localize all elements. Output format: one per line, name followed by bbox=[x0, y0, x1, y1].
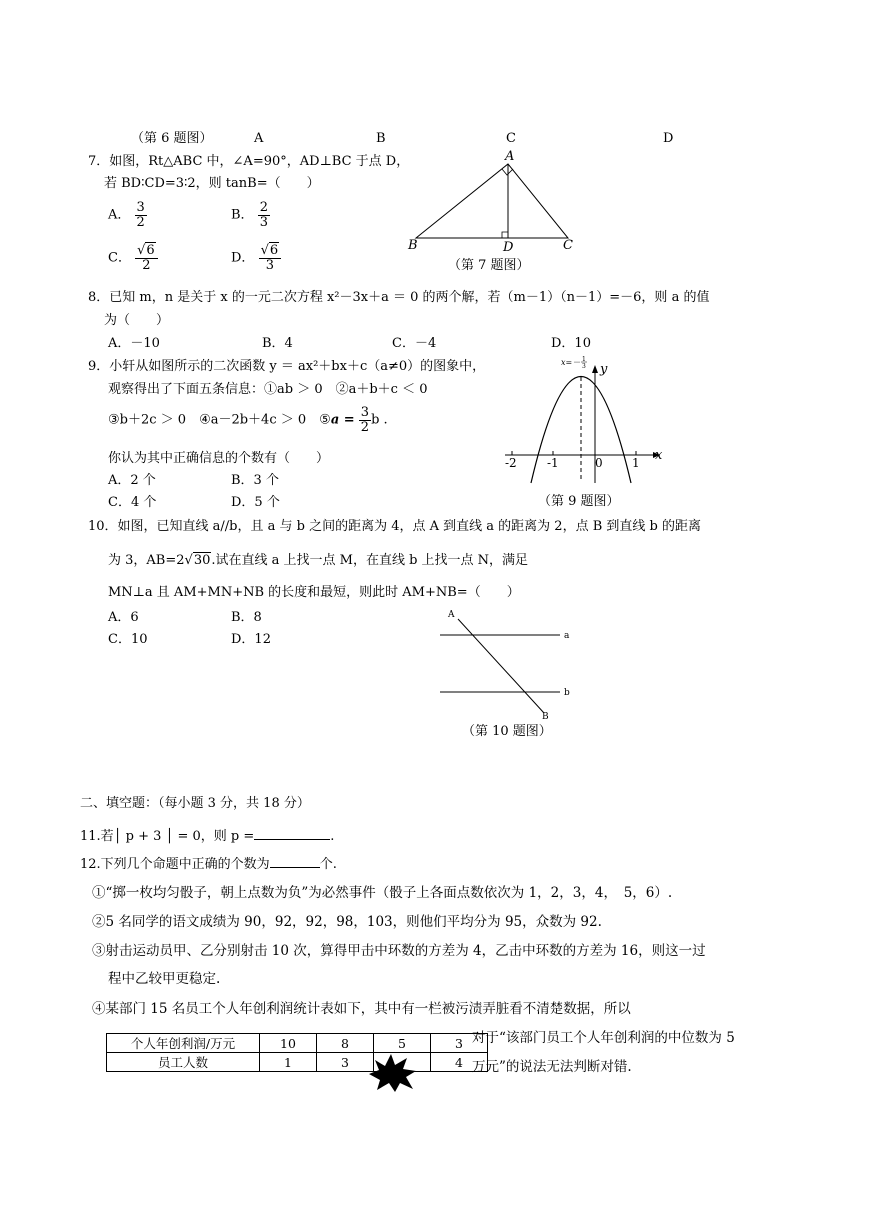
q10-label-a: a bbox=[564, 631, 570, 641]
q10-option-d: D．12 bbox=[231, 632, 271, 647]
table-cell: 4 bbox=[431, 1053, 488, 1072]
q6-label-d: D bbox=[663, 131, 674, 146]
q10-lines-figure bbox=[430, 605, 580, 723]
q6-label-a: A bbox=[254, 131, 264, 146]
q11: 11.若│ p + 3 │ = 0，则 p = . bbox=[80, 829, 335, 844]
q9-line2: 观察得出了下面五条信息：①ab ＞ 0 ②a＋b＋c ＜ 0 bbox=[108, 382, 428, 397]
q9-option-a: A．2 个 bbox=[108, 473, 156, 488]
table-cell: 1 bbox=[260, 1053, 317, 1072]
q9-axis-frac-den: 3 bbox=[582, 363, 586, 370]
q6-label-c: C bbox=[506, 131, 516, 146]
table-row bbox=[107, 1053, 488, 1072]
q12-answer-blank bbox=[270, 867, 320, 868]
q9-option-b: B．3 个 bbox=[231, 473, 279, 488]
q8-option-c: C．－4 bbox=[392, 336, 437, 351]
q12-statement-3-cont: 程中乙较甲更稳定. bbox=[108, 971, 221, 987]
q10-label-b: b bbox=[564, 688, 570, 698]
table-cell: 8 bbox=[317, 1034, 374, 1053]
q7-option-b-fraction: $\frac{2}{3}$ bbox=[259, 200, 268, 230]
q7-option-b: B． $\frac{2}{3}$ bbox=[231, 200, 268, 230]
q10-point-b: B bbox=[542, 712, 549, 722]
q12-statement-4: ④某部门 15 名员工个人年创利润统计表如下，其中有一栏被污渍弄脏看不清楚数据，所以 bbox=[92, 1001, 631, 1017]
q8-line2: 为（ ） bbox=[104, 313, 170, 328]
q10-line1: 10．如图，已知直线 a//b，且 a 与 b 之间的距离为 4，点 A 到直线 a 的距离为 2，点 B 到直线 b 的距离 bbox=[88, 519, 701, 534]
q7-triangle bbox=[416, 164, 568, 238]
q7-option-a-fraction: $\frac{3}{2}$ bbox=[136, 200, 145, 230]
q8-line1: 8．已知 m，n 是关于 x 的一元二次方程 x²－3x＋a ＝ 0 的两个解，若（m－1）（n－1）=－6，则 a 的值 bbox=[88, 290, 710, 305]
q9-line4: 你认为其中正确信息的个数有（ ） bbox=[108, 451, 330, 466]
q7-option-c-fraction: $\frac{√6}{2}$ bbox=[135, 244, 158, 272]
q10-caption: （第 10 题图） bbox=[462, 724, 552, 739]
q9-tick-label-neg2: -2 bbox=[505, 456, 517, 470]
table-header-profit: 个人年创利润/万元 bbox=[107, 1034, 260, 1053]
q12-statement-3: ③射击运动员甲、乙分别射击 10 次，算得甲击中环数的方差为 4，乙击中环数的方差为 16，则这一过 bbox=[92, 943, 706, 959]
table-cell: 5 bbox=[374, 1034, 431, 1053]
q7-point-c: C bbox=[563, 238, 573, 253]
section2-title: 二、填空题：（每小题 3 分，共 18 分） bbox=[80, 796, 310, 811]
ink-smudge-icon bbox=[365, 1052, 419, 1094]
q10-option-b: B．8 bbox=[231, 610, 262, 625]
q9-tick-label-neg1: -1 bbox=[547, 456, 559, 470]
q7-option-d-fraction: $\frac{√6}{3}$ bbox=[259, 244, 282, 272]
q9-y-arrow bbox=[592, 365, 598, 373]
table-cell: 10 bbox=[260, 1034, 317, 1053]
q9-caption: （第 9 题图） bbox=[538, 494, 620, 509]
table-cell: 3 bbox=[431, 1034, 488, 1053]
q6-label-b: B bbox=[376, 131, 386, 146]
q10-line3: MN⊥a 且 AM+MN+NB 的长度和最短，则此时 AM+NB=（ ） bbox=[108, 585, 520, 600]
q9-line3: ③b＋2c ＞ 0 ④a－2b＋4c ＞ 0 ⑤a = $\frac{3}{2}$ b . bbox=[108, 405, 388, 435]
q9-option-d: D．5 个 bbox=[231, 495, 280, 510]
q9-y-label: y bbox=[600, 362, 608, 377]
q12-statement-2: ②5 名同学的语文成绩为 90，92，92，98，103，则他们平均分为 95，众数为 92. bbox=[92, 914, 602, 930]
q12-statement-4-right-1: 对于“该部门员工个人年创利润的中位数为 5 bbox=[472, 1030, 735, 1046]
q8-option-b: B．4 bbox=[262, 336, 293, 351]
q9-line1: 9．小轩从如图所示的二次函数 y ＝ ax²＋bx＋c（a≠0）的图象中， bbox=[88, 359, 486, 374]
q7-caption: （第 7 题图） bbox=[448, 258, 530, 273]
q9-tick-label-one: 1 bbox=[632, 456, 640, 470]
q12: 12.下列几个命题中正确的个数为 个. bbox=[80, 857, 337, 872]
q10-point-a: A bbox=[448, 610, 455, 620]
q7-option-c: C． $\frac{√6}{2}$ bbox=[108, 244, 158, 272]
q7-point-b: B bbox=[408, 238, 418, 253]
q12-profit-table bbox=[106, 1033, 488, 1072]
table-row bbox=[107, 1034, 488, 1053]
q9-parabola-figure bbox=[500, 355, 670, 490]
q9-axis-frac-num: 1 bbox=[582, 356, 586, 363]
q10-segment-ab bbox=[458, 619, 544, 713]
q7-point-d: D bbox=[503, 240, 514, 255]
q7-right-angle-d bbox=[502, 232, 508, 238]
q7-point-a: A bbox=[505, 149, 515, 164]
q6-caption: （第 6 题图） bbox=[131, 131, 213, 146]
q10-line2: 为 3，AB=2√30.试在直线 a 上找一点 M，在直线 b 上找一点 N，满足 bbox=[108, 553, 529, 568]
q11-answer-blank bbox=[254, 839, 330, 840]
q10-option-a: A．6 bbox=[108, 610, 139, 625]
q8-option-a: A．－10 bbox=[108, 336, 160, 351]
q10-option-c: C．10 bbox=[108, 632, 148, 647]
q7-line2: 若 BD∶CD=3∶2，则 tanB=（ ） bbox=[104, 176, 320, 191]
q12-statement-4-right-2: 万元”的说法无法判断对错. bbox=[472, 1059, 632, 1075]
table-header-employees: 员工人数 bbox=[107, 1053, 260, 1072]
q9-axis-eq-label: x=－ bbox=[561, 358, 581, 367]
table-cell: 3 bbox=[317, 1053, 374, 1072]
q9-fraction: $\frac{3}{2}$ bbox=[360, 405, 370, 435]
q9-x-label: x bbox=[655, 448, 663, 463]
q7-option-d: D． $\frac{√6}{3}$ bbox=[231, 244, 281, 272]
q7-option-a: A． $\frac{3}{2}$ bbox=[108, 200, 145, 230]
q8-option-d: D．10 bbox=[551, 336, 591, 351]
q9-tick-label-zero: 0 bbox=[595, 456, 603, 470]
q12-statement-1: ①“掷一枚均匀骰子，朝上点数为负”为必然事件（骰子上各面点数依次为 1，2，3，4， 5，6）. bbox=[92, 885, 673, 901]
q7-triangle-figure bbox=[400, 146, 590, 256]
q9-option-c: C．4 个 bbox=[108, 495, 157, 510]
q7-line1: 7．如图，Rt△ABC 中，∠A=90°，AD⊥BC 于点 D， bbox=[88, 154, 410, 169]
